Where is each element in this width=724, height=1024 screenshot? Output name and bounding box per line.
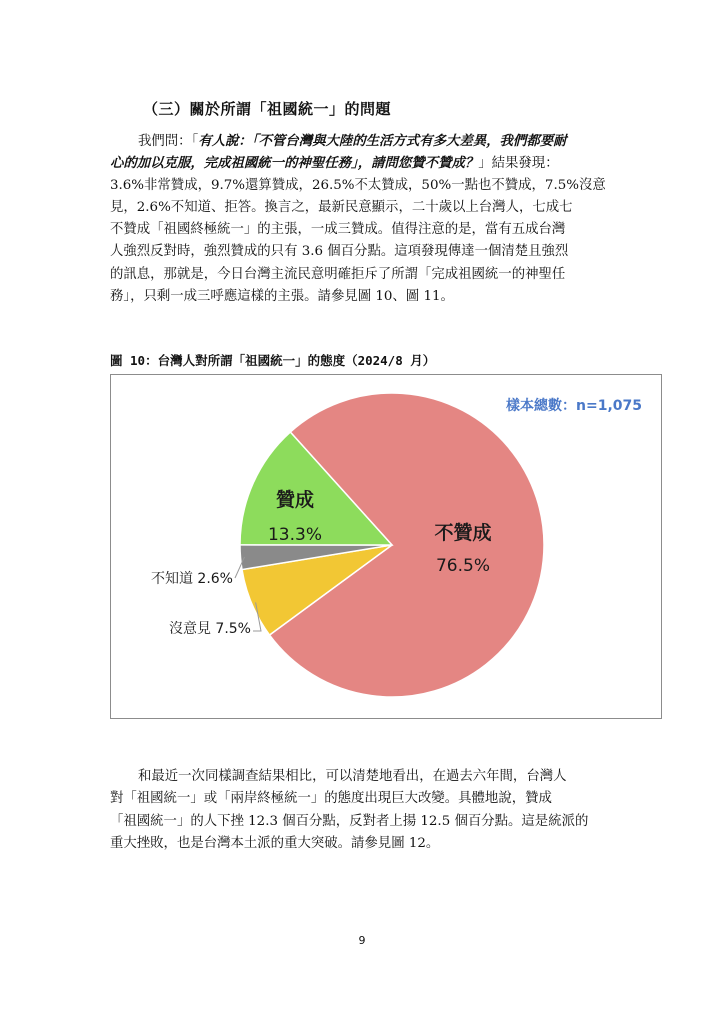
paragraph-line: 人強烈反對時，強烈贊成的只有 3.6 個百分點。這項發現傳達一個清楚且強烈 bbox=[110, 244, 569, 260]
pie-chart bbox=[111, 375, 660, 717]
paragraph-line: 「祖國統一」的人下挫 12.3 個百分點，反對者上揚 12.5 個百分點。這是統派的 bbox=[110, 813, 589, 829]
paragraph-line: 對「祖國統一」或「兩岸終極統一」的態度出現巨大改變。具體地說，贊成 bbox=[110, 791, 552, 807]
paragraph-line bbox=[110, 152, 615, 174]
slice-label-agree: 贊成 bbox=[275, 489, 315, 511]
slice-label-no-opinion: 沒意見 7.5% bbox=[168, 621, 251, 637]
slice-value-agree: 13.3% bbox=[267, 525, 323, 545]
paragraph-comparison bbox=[110, 766, 615, 855]
pie-chart-frame bbox=[110, 374, 662, 719]
survey-question-text: 有人說：「不管台灣與大陸的生活方式有多大差異，我們都要耐 bbox=[198, 133, 567, 149]
slice-value-disagree: 76.5% bbox=[435, 556, 491, 576]
paragraph-line: 和最近一次同樣調查結果相比，可以清楚地看出，在過去六年間，台灣人 bbox=[138, 769, 567, 784]
slice-label-disagree: 不贊成 bbox=[434, 522, 492, 544]
paragraph-line: 的訊息，那就是，今日台灣主流民意明確拒斥了所謂「完成祖國統一的神聖任 bbox=[110, 266, 566, 282]
paragraph-line: 見，2.6%不知道、拒答。換言之，最新民意顯示，二十歲以上台灣人，七成七 bbox=[110, 199, 573, 215]
paragraph-survey-results bbox=[110, 130, 615, 308]
section-heading: （三）關於所謂「祖國統一」的問題 bbox=[143, 100, 392, 118]
paragraph-line: 務」，只剩一成三呼應這樣的主張。請參見圖 10、圖 11。 bbox=[110, 289, 454, 305]
line-text: 我們問：「 bbox=[138, 134, 199, 149]
paragraph-line: 3.6%非常贊成，9.7%還算贊成，26.5%不太贊成，50%一點也不贊成，7.5%沒意 bbox=[110, 177, 606, 193]
page-number: 9 bbox=[358, 934, 366, 947]
slice-label-dont-know: 不知道 2.6% bbox=[150, 571, 233, 587]
survey-question-text: 心的加以克服，完成祖國統一的神聖任務」，請問您贊不贊成？ bbox=[110, 155, 479, 172]
paragraph-line bbox=[110, 130, 615, 152]
sample-size-note: 樣本總數：n=1,075 bbox=[506, 398, 642, 414]
line-text: 」結果發現： bbox=[478, 156, 559, 172]
paragraph-line: 不贊成「祖國終極統一」的主張，一成三贊成。值得注意的是，當有五成台灣 bbox=[110, 222, 566, 238]
figure-title: 圖 10：台灣人對所謂「祖國統一」的態度（2024/8 月） bbox=[110, 353, 436, 368]
paragraph-line: 重大挫敗，也是台灣本土派的重大突破。請參見圖 12。 bbox=[110, 835, 440, 851]
